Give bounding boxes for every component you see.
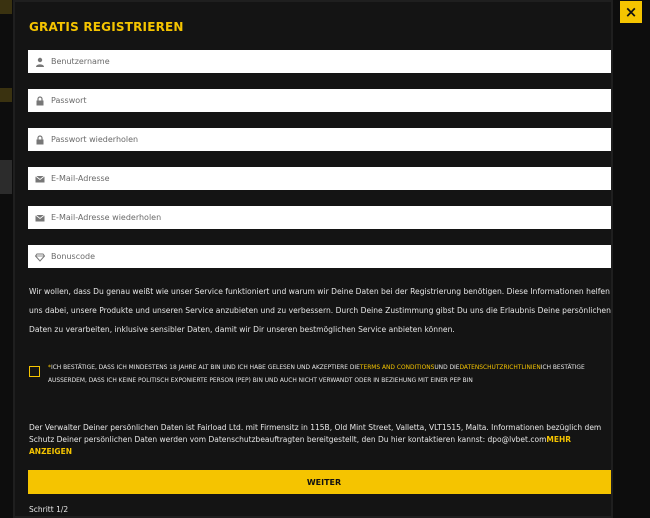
continue-button[interactable]: WEITER <box>28 470 613 494</box>
privacy-notice <box>29 422 613 458</box>
envelope-icon <box>35 174 45 184</box>
bonuscode-input[interactable] <box>51 245 613 268</box>
email-repeat-input[interactable] <box>51 206 613 229</box>
modal-title: GRATIS REGISTRIEREN <box>29 20 184 34</box>
lock-icon <box>35 96 45 106</box>
password-repeat-field[interactable] <box>28 128 613 151</box>
envelope-icon <box>35 213 45 223</box>
info-paragraph: Wir wollen, dass Du genau weißt wie unser Service funktioniert und warum wir Deine Daten bei der Registrierung benötigen. Diese Informationen helfen uns dabei, unsere Produkte und unseren Service anzubieten und zu verbessern. Durch Deine Zustimmung gibst Du uns die Erlaubnis Deine persönlichen Daten zu verarbeiten, inklusive sensibler Daten, damit wir Dir unseren bestmöglichen Service anbieten können. <box>29 287 611 334</box>
email-repeat-field[interactable] <box>28 206 613 229</box>
privacy-policy-link[interactable]: DATENSCHUTZRICHTLINIEN <box>459 365 541 371</box>
required-asterisk: * <box>48 365 51 371</box>
username-input[interactable] <box>51 50 613 73</box>
consent-text-part: ICH BESTÄTIGE, DASS ICH MINDESTENS 18 JAHRE ALT BIN UND ICH HABE GELESEN UND AKZEPTIERE DIE <box>50 365 360 371</box>
username-field[interactable] <box>28 50 613 73</box>
close-button[interactable]: × <box>620 1 642 23</box>
consent-checkbox[interactable] <box>29 366 40 377</box>
background-strip <box>0 88 12 102</box>
privacy-notice-text: Der Verwalter Deiner persönlichen Daten ist Fairload Ltd. mit Firmensitz in 115B, Old Mint Street, Valletta, VLT1515, Malta. Informationen bezüglich dem Schutz Deiner persönlichen Daten werden vom Datenschutzbeauftragten bereitgestellt, den Du hier kontaktieren kannst: dpo@lvbet.com <box>29 423 602 444</box>
bonuscode-field[interactable] <box>28 245 613 268</box>
password-input[interactable] <box>51 89 613 112</box>
user-icon <box>35 57 45 67</box>
lock-icon <box>35 135 45 145</box>
step-indicator: Schritt 1/2 <box>29 505 69 514</box>
email-input[interactable] <box>51 167 613 190</box>
show-more-link[interactable]: MEHR ANZEIGEN <box>29 435 572 456</box>
consent-text-part: ICH BESTÄTIGE AUSSERDEM, DASS ICH KEINE POLITISCH EXPONIERTE PERSON (PEP) BIN UND AUCH NICHT VERWANDT ODER IN BEZIEHUNG MIT EINER PEP BIN <box>48 365 585 384</box>
diamond-icon <box>35 252 45 262</box>
terms-link[interactable]: TERMS AND CONDITIONS <box>359 365 435 371</box>
password-repeat-input[interactable] <box>51 128 613 151</box>
background-strip <box>0 160 12 194</box>
consent-text-part: UND DIE <box>434 365 460 371</box>
email-field[interactable] <box>28 167 613 190</box>
consent-text <box>48 362 613 388</box>
background-strip <box>0 0 12 14</box>
registration-modal <box>13 0 613 518</box>
password-field[interactable] <box>28 89 613 112</box>
